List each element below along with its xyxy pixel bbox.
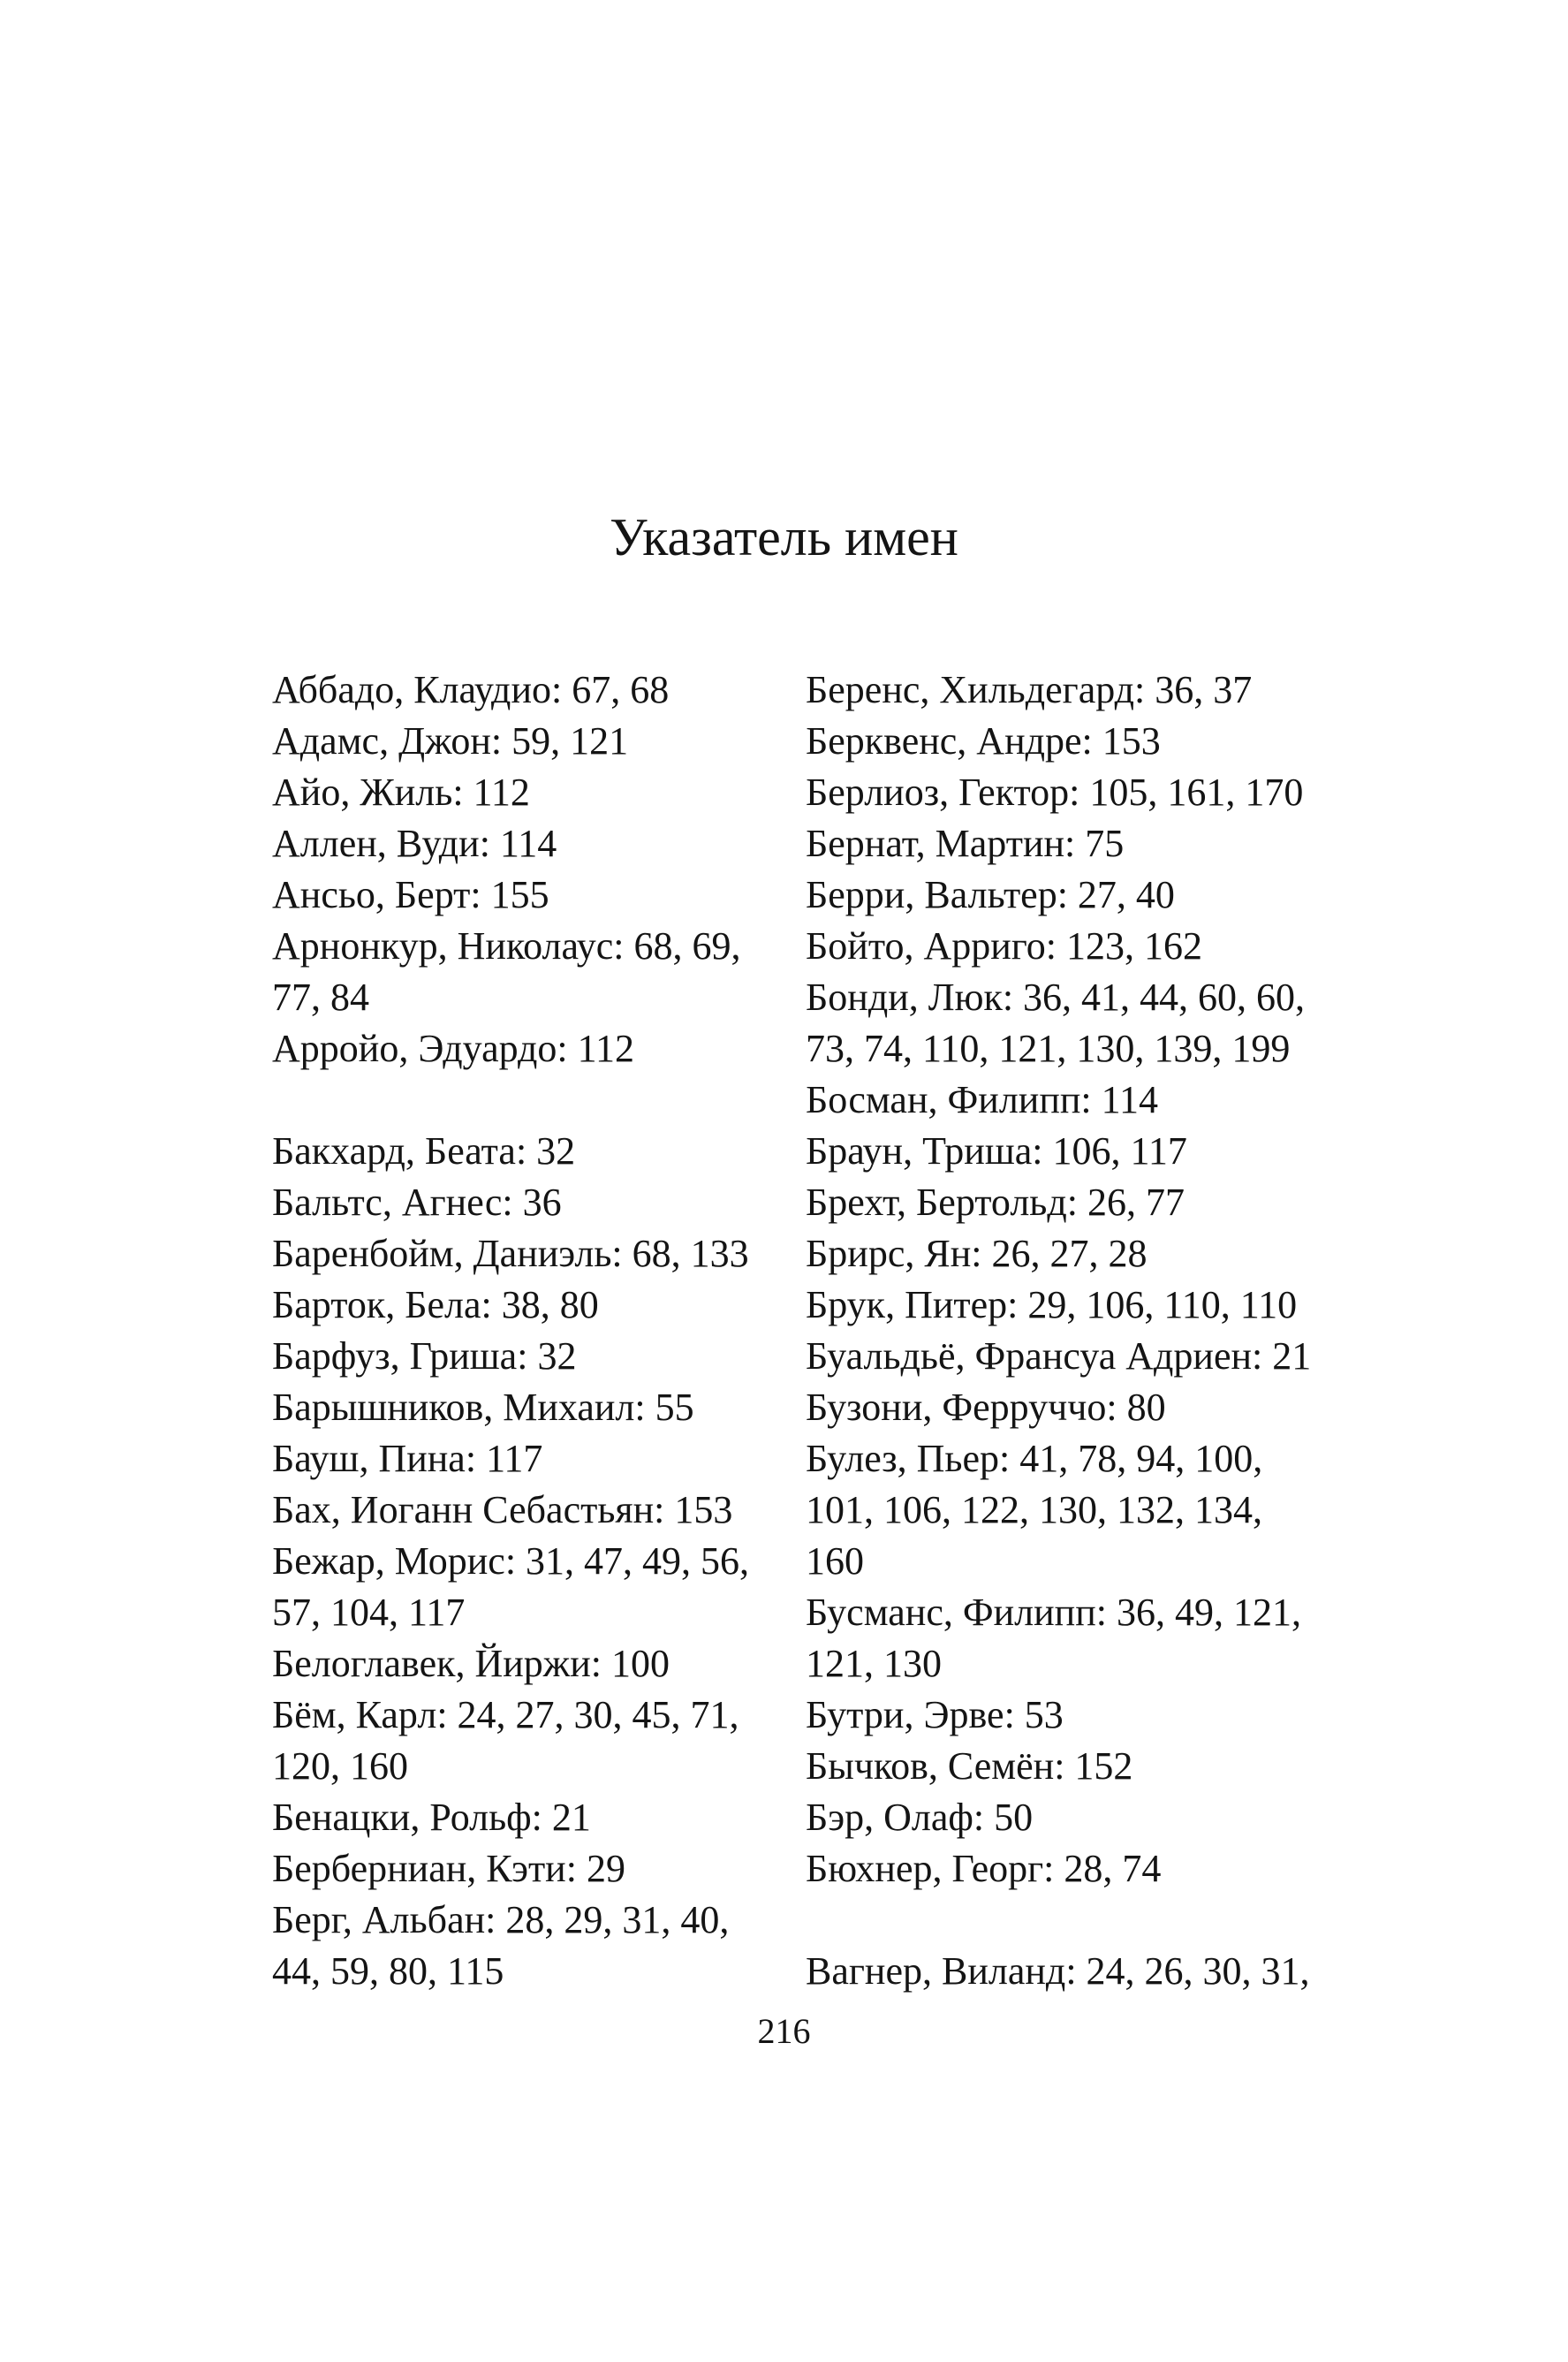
index-line: Бауш, Пина: 117 <box>272 1437 543 1480</box>
index-line: Булез, Пьер: 41, 78, 94, 100, <box>806 1437 1263 1480</box>
letter-group-gap <box>806 1895 1300 1946</box>
index-line: Бюхнер, Георг: 28, 74 <box>806 1847 1162 1890</box>
index-line: Бальтс, Агнес: 36 <box>272 1181 562 1224</box>
index-line: Ансьо, Берт: 155 <box>272 873 549 916</box>
index-line: Буальдьё, Франсуа Адриен: 21 <box>806 1334 1312 1378</box>
index-line: Бойто, Арриго: 123, 162 <box>806 924 1202 968</box>
index-line: Босман, Филипп: 114 <box>806 1078 1159 1121</box>
index-column-right <box>806 665 1312 1997</box>
index-line: Аллен, Вуди: 114 <box>272 822 557 865</box>
index-line: Арройо, Эдуардо: 112 <box>272 1027 635 1070</box>
index-line: Бернат, Мартин: 75 <box>806 822 1125 865</box>
index-line: Бутри, Эрве: 53 <box>806 1693 1064 1736</box>
index-line: Бусманс, Филипп: 36, 49, 121, <box>806 1591 1301 1634</box>
index-line: Берберниан, Кэти: 29 <box>272 1847 625 1890</box>
index-line: Бэр, Олаф: 50 <box>806 1796 1034 1839</box>
index-line: Адамс, Джон: 59, 121 <box>272 719 629 763</box>
index-line: Белоглавек, Йиржи: 100 <box>272 1642 670 1685</box>
index-line: Брирс, Ян: 26, 27, 28 <box>806 1232 1148 1275</box>
index-line: Барток, Бела: 38, 80 <box>272 1283 599 1326</box>
index-line: 57, 104, 117 <box>272 1591 466 1634</box>
index-line: Бакхард, Беата: 32 <box>272 1129 576 1173</box>
page-title: Указатель имен <box>610 508 958 566</box>
index-line: Барфуз, Гриша: 32 <box>272 1334 577 1378</box>
index-line: Барышников, Михаил: 55 <box>272 1386 694 1429</box>
index-line: 101, 106, 122, 130, 132, 134, <box>806 1488 1262 1531</box>
index-line: 121, 130 <box>806 1642 942 1685</box>
index-line: 77, 84 <box>272 976 369 1019</box>
index-line: 120, 160 <box>272 1744 408 1788</box>
index-line: Баренбойм, Даниэль: 68, 133 <box>272 1232 749 1275</box>
index-line: Браун, Триша: 106, 117 <box>806 1129 1187 1173</box>
index-line: Берг, Альбан: 28, 29, 31, 40, <box>272 1898 730 1941</box>
name-index <box>272 665 1332 1993</box>
index-line: Бенацки, Рольф: 21 <box>272 1796 591 1839</box>
index-line: Бежар, Морис: 31, 47, 49, 56, <box>272 1539 750 1583</box>
letter-group-gap <box>272 1075 767 1126</box>
index-line: Аббадо, Клаудио: 67, 68 <box>272 668 670 711</box>
index-line: 160 <box>806 1539 864 1583</box>
index-line: Беренс, Хильдегард: 36, 37 <box>806 668 1253 711</box>
index-line: Бах, Иоганн Себастьян: 153 <box>272 1488 733 1531</box>
index-line: Айо, Жиль: 112 <box>272 771 530 814</box>
index-line: 44, 59, 80, 115 <box>272 1949 504 1993</box>
index-column-left <box>272 665 767 1997</box>
index-line: Берлиоз, Гектор: 105, 161, 170 <box>806 771 1304 814</box>
index-line: Вагнер, Виланд: 24, 26, 30, 31, <box>806 1949 1310 1993</box>
index-line: Бузони, Ферруччо: 80 <box>806 1386 1166 1429</box>
index-line: Арнонкур, Николаус: 68, 69, <box>272 924 741 968</box>
index-line: 73, 74, 110, 121, 130, 139, 199 <box>806 1027 1291 1070</box>
index-line: Берри, Вальтер: 27, 40 <box>806 873 1175 916</box>
index-line: Бём, Карл: 24, 27, 30, 45, 71, <box>272 1693 739 1736</box>
index-line: Берквенс, Андре: 153 <box>806 719 1161 763</box>
index-line: Брук, Питер: 29, 106, 110, 110 <box>806 1283 1298 1326</box>
index-line: Бонди, Люк: 36, 41, 44, 60, 60, <box>806 976 1306 1019</box>
index-line: Бычков, Семён: 152 <box>806 1744 1133 1788</box>
index-line: Брехт, Бертольд: 26, 77 <box>806 1181 1185 1224</box>
page-number: 216 <box>757 2011 811 2051</box>
